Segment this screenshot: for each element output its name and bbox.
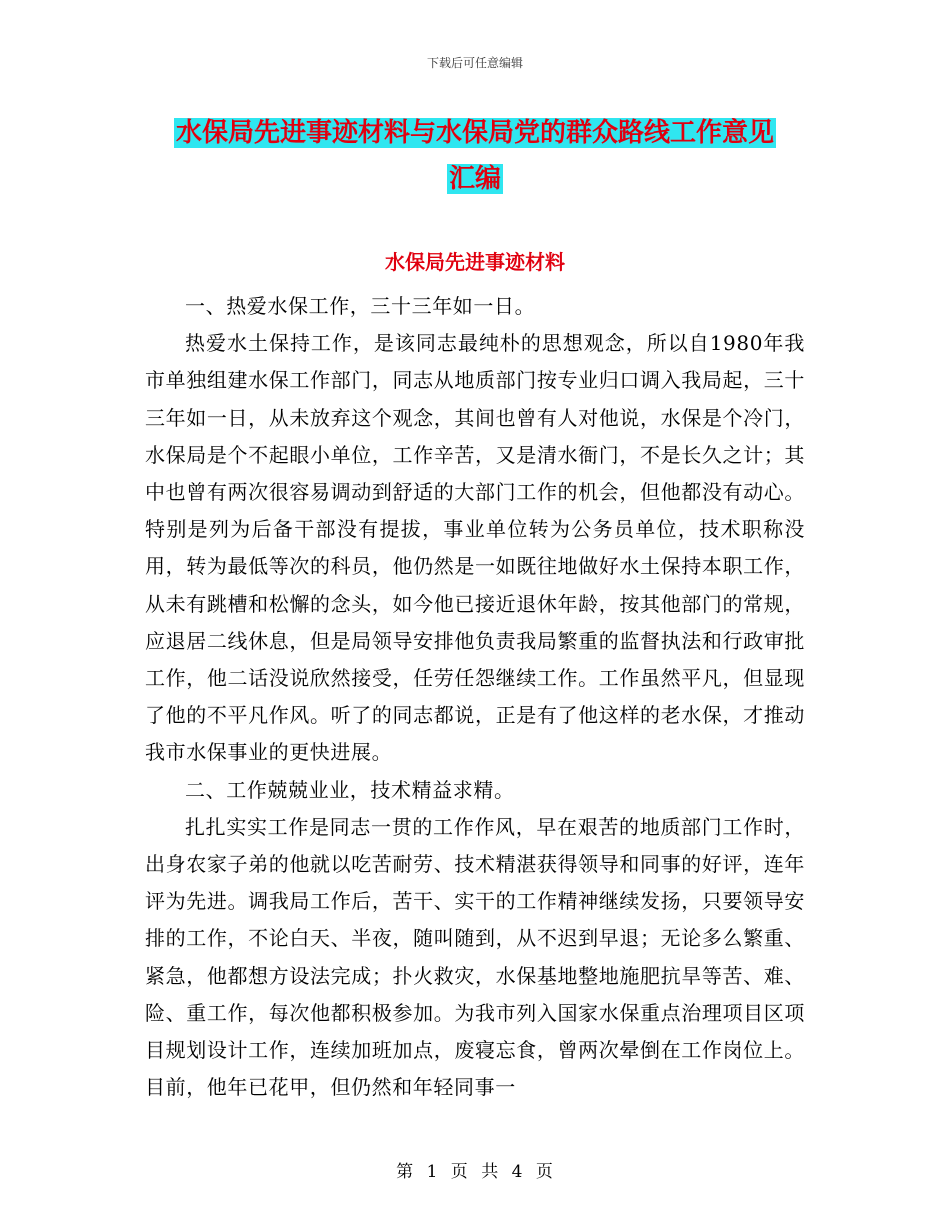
paragraph: 一、热爱水保工作，三十三年如一日。 <box>185 294 536 318</box>
document-title <box>145 110 805 202</box>
paragraph: 扎扎实实工作是同志一贯的工作作风，早在艰苦的地质部门工作时，出身农家子弟的他就以吃苦耐劳、技术精湛获得领导和同事的好评，连年评为先进。调我局工作后，苦干、实干的工作精神继续发扬，只要领导安排的工作，不论白天、半夜，随叫随到，从不迟到早退；无论多么繁重、紧急，他都想方设法完成；扑火救灾，水保基地整地施肥抗旱等苦、难、险、重工作，每次他都积极参加。为我市列入国家水保重点治理项目区项目规划设计工作，连续加班加点，废寝忘食，曾两次晕倒在工作岗位上。目前，他年已花甲，但仍然和年轻同事一 <box>145 814 805 1100</box>
page-footer: 第 1 页 共 4 页 <box>396 1162 554 1182</box>
section-title: 水保局先进事迹材料 <box>385 250 565 274</box>
document-title-line-2: 汇编 <box>448 164 501 194</box>
paragraph: 热爱水土保持工作，是该同志最纯朴的思想观念，所以自1980年我市单独组建水保工作部门，同志从地质部门按专业归口调入我局起，三十三年如一日，从未放弃这个观念，其间也曾有人对他说，水保是个冷门，水保局是个不起眼小单位，工作辛苦，又是清水衙门，不是长久之计；其中也曾有两次很容易调动到舒适的大部门工作的机会，但他都没有动心。特别是列为后备干部没有提拔，事业单位转为公务员单位，技术职称没用，转为最低等次的科员，他仍然是一如既往地做好水土保持本职工作，从未有跳槽和松懈的念头，如今他已接近退休年龄，按其他部门的常规，应退居二线休息，但是局领导安排他负责我局繁重的监督执法和行政审批工作，他二话没说欣然接受，任劳任怨继续工作。工作虽然平凡，但显现了他的不平凡作风。听了的同志都说，正是有了他这样的老水保，才推动我市水保事业的更快进展。 <box>145 331 805 765</box>
header-note: 下载后可任意编辑 <box>426 56 523 70</box>
paragraph: 二、工作兢兢业业，技术精益求精。 <box>185 777 515 802</box>
body-text <box>145 288 805 1106</box>
document-title-line-1: 水保局先进事迹材料与水保局党的群众路线工作意见 <box>175 118 774 148</box>
